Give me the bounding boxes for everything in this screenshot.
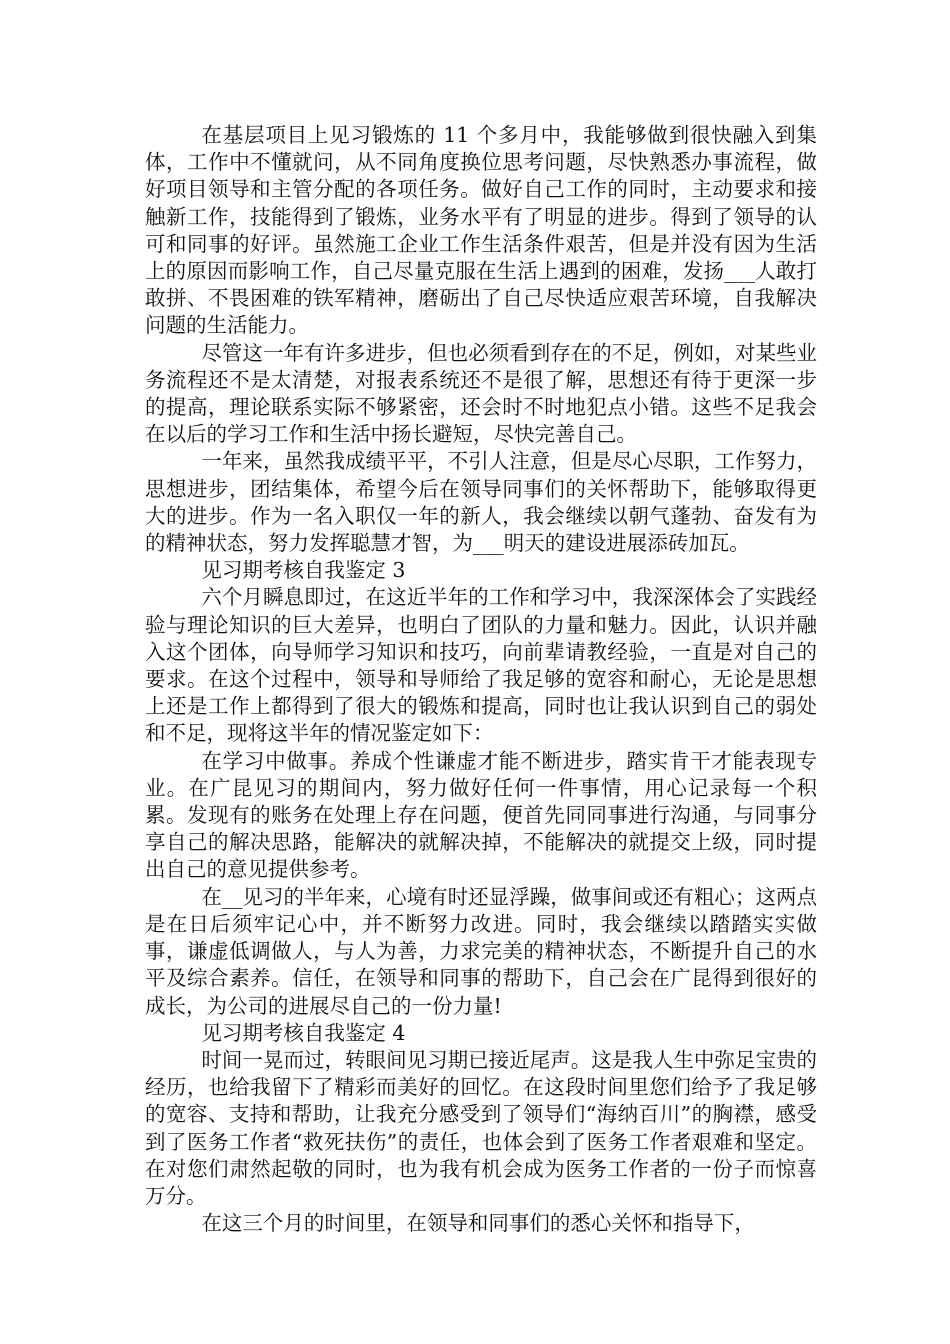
paragraph-time-flies: 时间一晃而过，转眼间见习期已接近尾声。这是我人生中弥足宝贵的经历，也给我留下了精彩而美好的回忆。在这段时间里您们给予了我足够的宽容、支持和帮助，让我充分感受到了领导们“海纳百川”的胸襟，感受到了医务工作者“救死扶伤”的责任，也体会到了医务工作者艰难和坚定。在对您们肃然起敬的同时，也为我有机会成为医务工作者的一份子而惊喜万分。 xyxy=(145,1047,817,1208)
paragraph-six-months: 六个月瞬息即过，在这近半年的工作和学习中，我深深体会了实践经验与理论知识的巨大差异，也明白了团队的力量和魅力。因此，认识并融入这个团体，向导师学习知识和技巧，向前辈请教经验，一直是对自己的要求。在这个过程中，领导和导师给了我足够的宽容和耐心，无论是思想上还是工作上都得到了很大的锻炼和提高，同时也让我认识到自己的弱处和不足，现将这半年的情况鉴定如下： xyxy=(145,585,817,746)
paragraph-three-months: 在这三个月的时间里，在领导和同事们的悉心关怀和指导下， xyxy=(201,1211,755,1236)
paragraph-learning-by-doing: 在学习中做事。养成个性谦虚才能不断进步，踏实肯干才能表现专业。在广昆见习的期间内，努力做好任何一件事情，用心记录每一个积累。发现有的账务在处理上存在问题，便首先同同事进行沟通，与同事分享自己的解决思路，能解决的就解决掉，不能解决的就提交上级，同时提出自己的意见提供参考。 xyxy=(145,748,817,882)
section-heading-3: 见习期考核自我鉴定 3 xyxy=(201,558,406,583)
document-page xyxy=(145,122,817,1237)
paragraph-shortcomings: 尽管这一年有许多进步，但也必须看到存在的不足，例如，对某些业务流程还不是太清楚，对报表系统还不是很了解，思想还有待于更深一步的提高，理论联系实际不够紧密，还会时不时地犯点小错。这些不足我会在以后的学习工作和生活中扬长避短，尽快完善自己。 xyxy=(145,340,817,447)
paragraph-internship-summary: 在基层项目上见习锻炼的 11 个多月中，我能够做到很快融入到集体，工作中不懂就问，从不同角度换位思考问题，尽快熟悉办事流程，做好项目领导和主管分配的各项任务。做好自己工作的同时，主动要求和接触新工作，技能得到了锻炼，业务水平有了明显的进步。得到了领导的认可和同事的好评。虽然施工企业工作生活条件艰苦，但是并没有因为生活上的原因而影响工作，自己尽量克服在生活上遇到的困难，发扬___人敢打敢拼、不畏困难的铁军精神，磨砺出了自己尽快适应艰苦环境，自我解决问题的生活能力。 xyxy=(145,123,817,338)
section-heading-4: 见习期考核自我鉴定 4 xyxy=(201,1020,406,1045)
paragraph-improvement: 在__见习的半年来，心境有时还显浮躁，做事间或还有粗心；这两点是在日后须牢记心中，并不断努力改进。同时，我会继续以踏踏实实做事，谦虚低调做人，与人为善，力求完美的精神状态，不断提升自己的水平及综合素养。信任，在领导和同事的帮助下，自己会在广昆得到很好的成长，为公司的进展尽自己的一份力量! xyxy=(145,884,817,1018)
paragraph-year-review: 一年来，虽然我成绩平平，不引人注意，但是尽心尽职，工作努力，思想进步，团结集体，希望今后在领导同事们的关怀帮助下，能够取得更大的进步。作为一名入职仅一年的新人，我会继续以朝气蓬勃、奋发有为的精神状态，努力发挥聪慧才智，为___明天的建设进展添砖加瓦。 xyxy=(145,449,817,556)
